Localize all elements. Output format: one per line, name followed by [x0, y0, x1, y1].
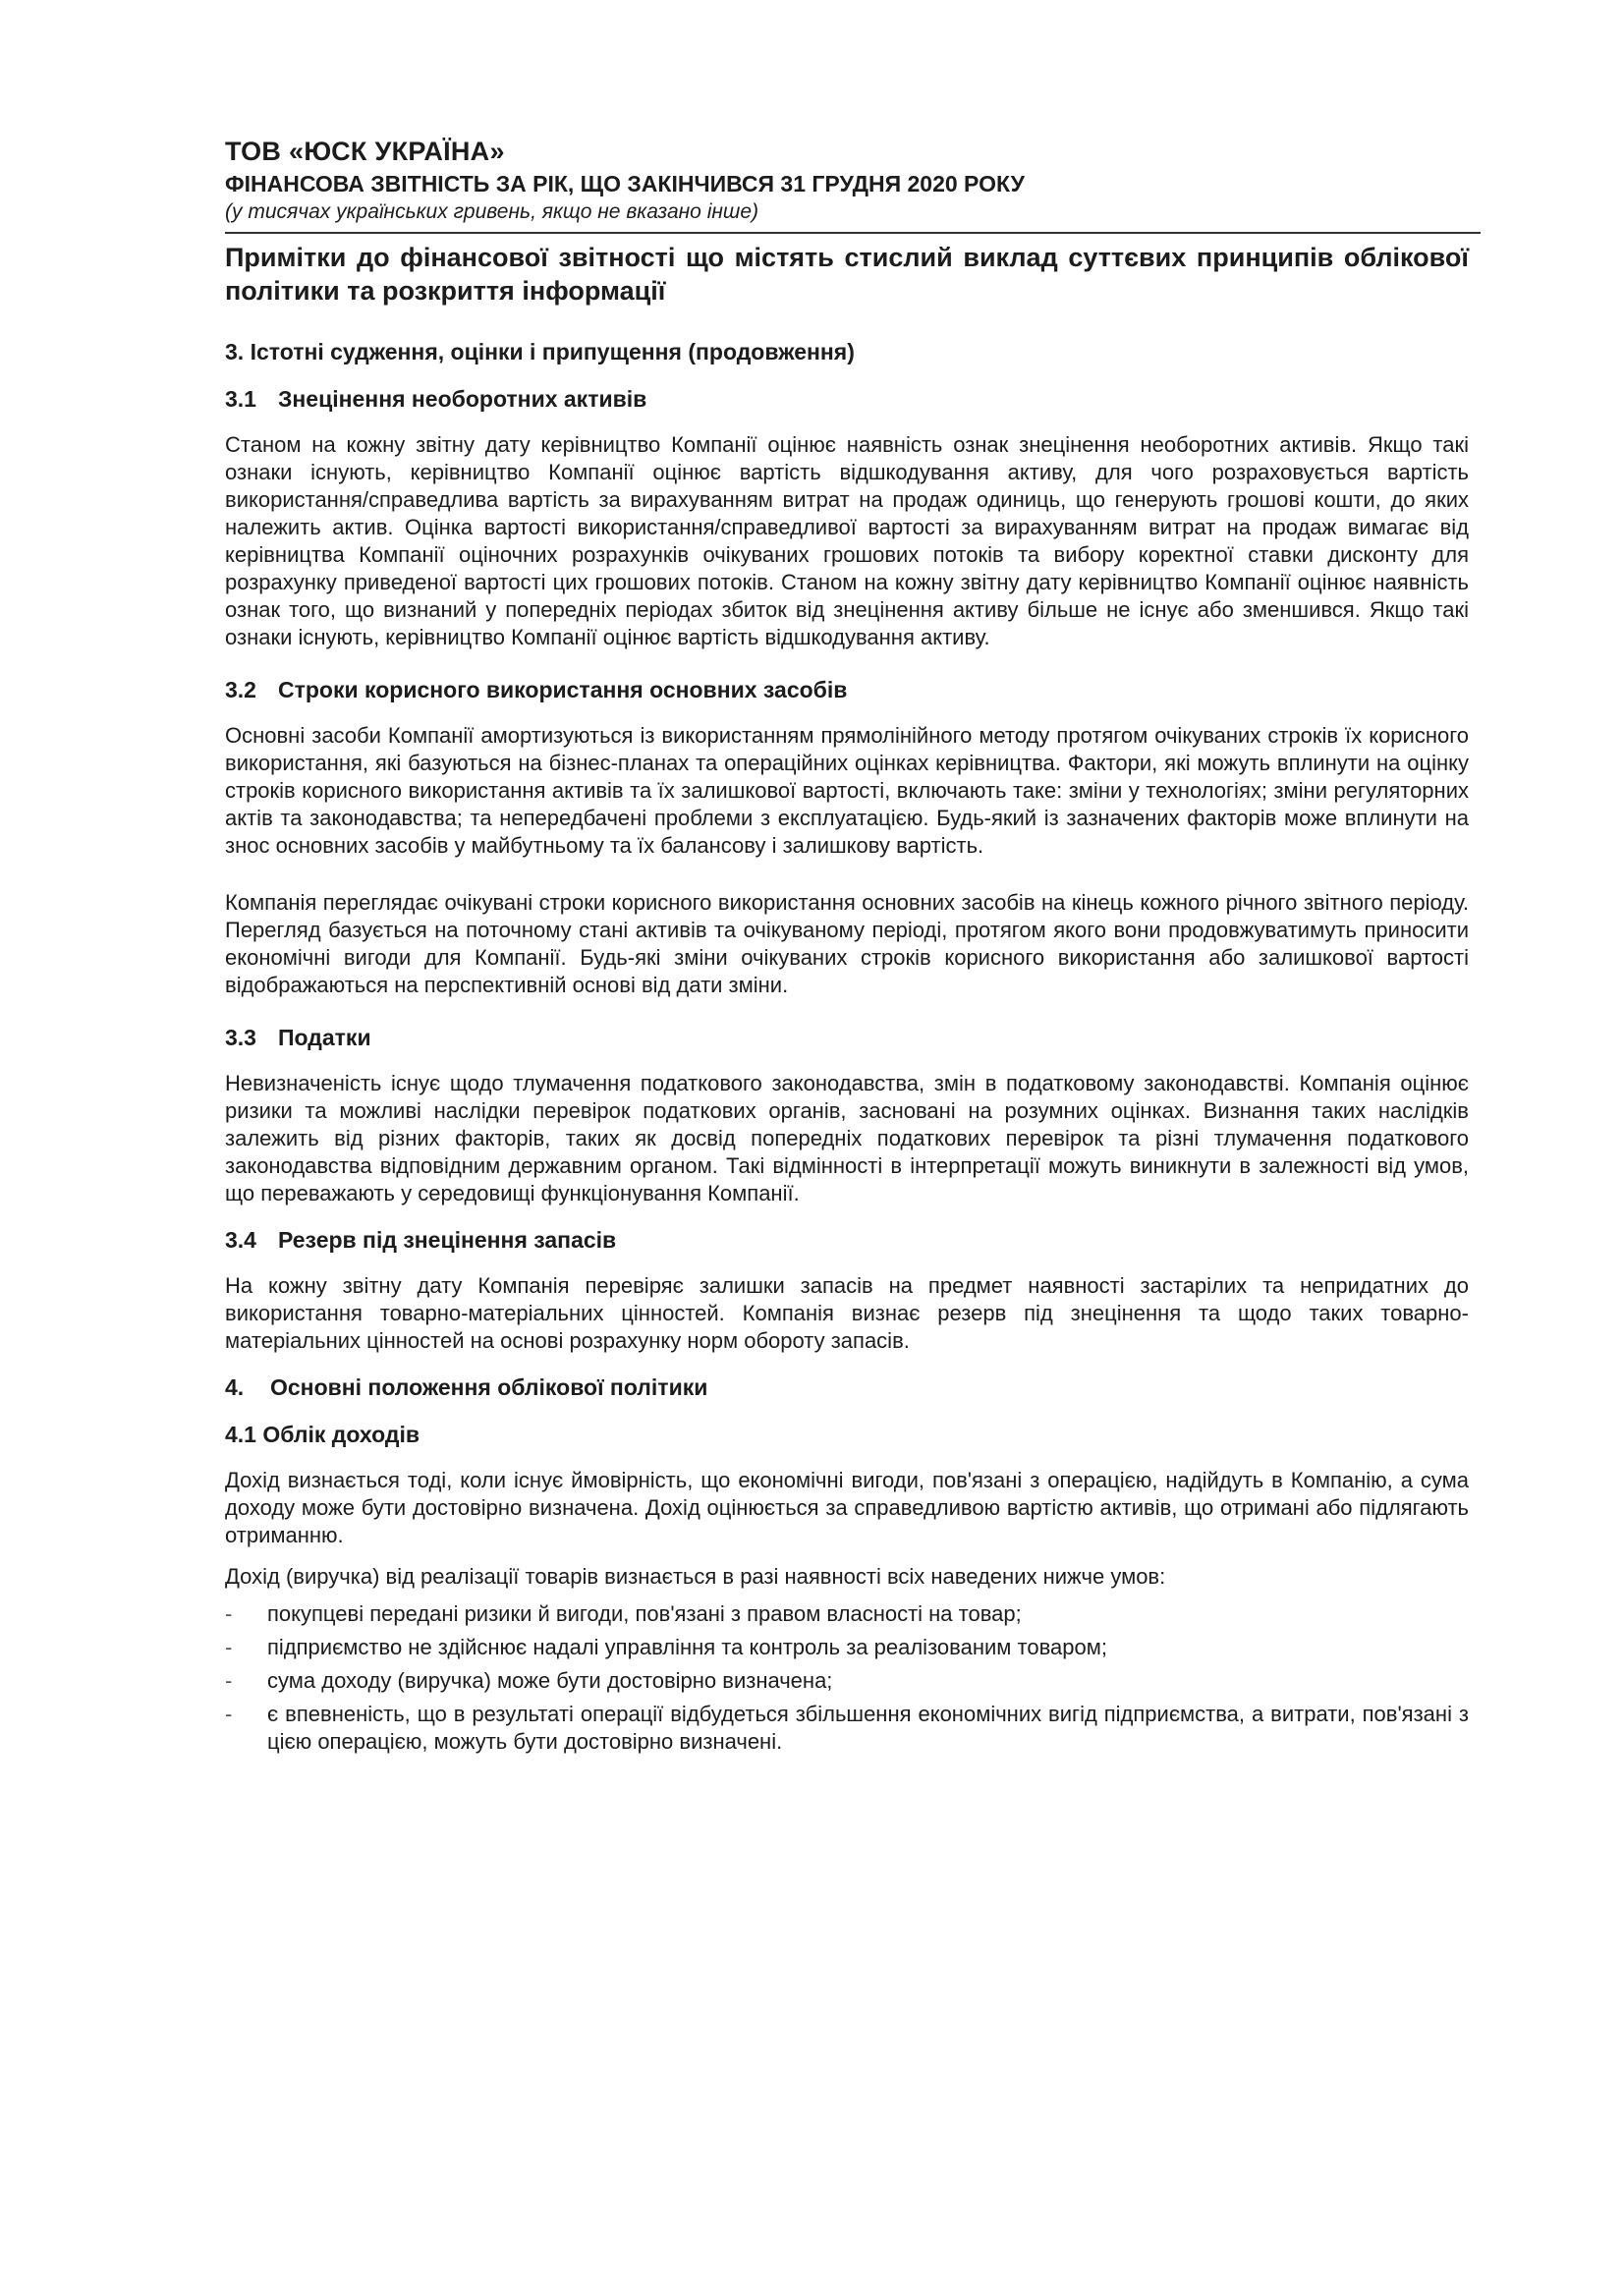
- notes-heading: Примітки до фінансової звітності що містять стислий виклад суттєвих принципів облікової політики та розкриття інформації: [225, 243, 1469, 306]
- section-3-4-title-text: Резерв під знецінення запасів: [278, 1227, 617, 1253]
- section-4-number: 4.: [225, 1374, 245, 1400]
- section-3-1-title-text: Знецінення необоротних активів: [278, 386, 647, 412]
- section-4-1-title-text: Облік доходів: [262, 1422, 420, 1447]
- section-4-title-text: Основні положення облікової політики: [270, 1374, 708, 1400]
- section-3-2-number: 3.2: [225, 677, 256, 702]
- section-3-3-title: [225, 1023, 1469, 1052]
- bullet-dash: -: [225, 1668, 233, 1693]
- section-4-1-number: 4.1: [225, 1422, 256, 1447]
- section-3-2-paragraph-1: Основні засоби Компанії амортизуються із використанням прямолінійного методу протягом очікуваних строків їх корисного використання, які базуються на бізнес-планах та операційних оцінках керівництва. Фактори, які можуть вплинути на оцінку строків корисного використання активів та їх залишкової вартості, включають таке: зміни у технологіях; зміни регуляторних актів та законодавства; та непередбачені проблеми з експлуатацією. Будь-який із зазначених факторів може вплинути на знос основних засобів у майбутньому та їх балансову і залишкову вартість.: [225, 723, 1469, 858]
- list-item: - покупцеві передані ризики й вигоди, пов'язані з правом власності на товар;: [225, 1601, 1022, 1626]
- section-3-3-number: 3.3: [225, 1025, 256, 1050]
- page-content: [225, 136, 1469, 1762]
- section-3-4-number: 3.4: [225, 1227, 256, 1253]
- section-3-4-title: [225, 1225, 1469, 1255]
- section-4-1-title: [225, 1420, 1469, 1449]
- section-4-1-paragraph-2: Дохід (виручка) від реалізації товарів визнається в разі наявності всіх наведених нижче умов:: [225, 1564, 1166, 1589]
- section-3-3-paragraph: Невизначеність існує щодо тлумачення податкового законодавства, змін в податковому законодавстві. Компанія оцінює ризики та можливі наслідки перевірок податкових органів, засновані на розумних оцінках. Визнання таких наслідків залежить від різних факторів, таких як досвід попередніх податкових перевірок та різні тлумачення податкового законодавства відповідним державним органом. Такі відмінності в інтерпретації можуть виникнути в залежності від умов, що переважають у середовищі функціонування Компанії.: [225, 1071, 1469, 1205]
- units-note: (у тисячах українських гривень, якщо не вказано інше): [225, 200, 759, 223]
- list-item: - є впевненість, що в результаті операції відбудеться збільшення економічних вигід підприємства, а витрати, пов'язані з цією операцією, можуть бути достовірно визначені.: [225, 1702, 1469, 1754]
- list-item: - підприємство не здійснює надалі управління та контроль за реалізованим товаром;: [225, 1635, 1107, 1659]
- section-4-title: [225, 1372, 1469, 1402]
- section-3-title: 3. Істотні судження, оцінки і припущення (продовження): [225, 339, 855, 364]
- section-3-2-title-text: Строки корисного використання основних засобів: [278, 677, 848, 702]
- bullet-dash: -: [225, 1635, 233, 1659]
- section-3-1-paragraph: Станом на кожну звітну дату керівництво Компанії оцінює наявність ознак знецінення необоротних активів. Якщо такі ознаки існують, керівництво Компанії оцінює вартість відшкодування активу, для чого розраховується вартість використання/справедлива вартість за вирахуванням витрат на продаж одиниць, що генерують грошові кошти, до яких належить актив. Оцінка вартості використання/справедливої вартості за вирахуванням витрат на продаж вимагає від керівництва Компанії оціночних розрахунків очікуваних грошових потоків та вибору коректної ставки дисконту для розрахунку приведеної вартості цих грошових потоків. Станом на кожну звітну дату керівництво Компанії оцінює наявність ознак того, що визнаний у попередніх періодах збиток від знецінення активу більше не існує або зменшився. Якщо такі ознаки існують, керівництво Компанії оцінює вартість відшкодування активу.: [225, 432, 1469, 649]
- section-3-3-title-text: Податки: [278, 1025, 371, 1050]
- revenue-conditions-list: [225, 1600, 1469, 1756]
- report-title: ФІНАНСОВА ЗВІТНІСТЬ ЗА РІК, ЩО ЗАКІНЧИВСЯ 31 ГРУДНЯ 2020 РОКУ: [225, 171, 1025, 196]
- section-3-4-paragraph: На кожну звітну дату Компанія перевіряє залишки запасів на предмет наявності застарілих та непридатних до використання товарно-матеріальних цінностей. Компанія визнає резерв під знецінення та щодо таких товарно-матеріальних цінностей на основі розрахунку норм обороту запасів.: [225, 1273, 1469, 1353]
- section-3-2-title: [225, 675, 1469, 704]
- section-3-1-number: 3.1: [225, 386, 256, 412]
- bullet-dash: -: [225, 1702, 233, 1726]
- bullet-dash: -: [225, 1601, 233, 1626]
- list-item: - сума доходу (виручка) може бути достовірно визначена;: [225, 1668, 833, 1693]
- company-name: ТОВ «ЮСК УКРАЇНА»: [225, 137, 505, 166]
- section-3-1-title: [225, 384, 1469, 414]
- section-4-1-paragraph-1: Дохід визнається тоді, коли існує ймовірність, що економічні вигоди, пов'язані з операцією, надійдуть в Компанію, а сума доходу може бути достовірно визначена. Дохід оцінюється за справедливою вартістю активів, що отримані або підлягають отриманню.: [225, 1468, 1469, 1547]
- section-3-2-paragraph-2: Компанія переглядає очікувані строки корисного використання основних засобів на кінець кожного річного звітного періоду. Перегляд базується на поточному стані активів та очікуваному періоді, протягом якого вони продовжуватимуть приносити економічні вигоди для Компанії. Будь-які зміни очікуваних строків корисного використання або залишкової вартості відображаються на перспективній основі від дати зміни.: [225, 890, 1469, 997]
